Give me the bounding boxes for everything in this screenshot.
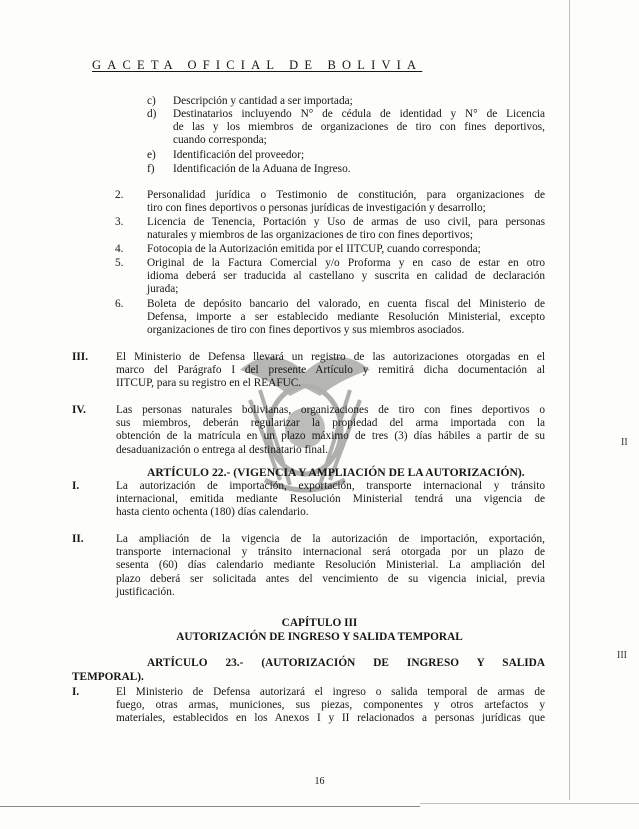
list-marker: d) bbox=[147, 108, 157, 120]
gazette-header: GACETA OFICIAL DE BOLIVIA bbox=[92, 58, 423, 72]
page-number: 16 bbox=[314, 776, 325, 787]
list-marker: e) bbox=[147, 149, 156, 161]
article-heading: ARTÍCULO 22.- (VIGENCIA Y AMPLIACIÓN DE LA AUTORIZACIÓN). bbox=[147, 466, 525, 479]
margin-mark: II bbox=[621, 437, 628, 448]
list-item-text: Identificación del proveedor; bbox=[173, 149, 305, 161]
list-marker: c) bbox=[147, 95, 156, 107]
chapter-title: CAPÍTULO III bbox=[281, 617, 358, 629]
paragraph-marker: III. bbox=[72, 351, 89, 363]
list-marker: 6. bbox=[115, 298, 124, 310]
list-item-text: Fotocopia de la Autorización emitida por el IITCUP, cuando corresponda; bbox=[147, 243, 481, 255]
paragraph-text: El Ministerio de Defensa llevará un registro de las autorizaciones otorgadas en el marco del Parágrafo I del presente Artículo y remitirá dicha documentación al IITCUP, para su registro en el REAFUC. bbox=[116, 351, 545, 390]
paragraph-text: Las personas naturales bolivianas, organizaciones de tiro con fines deportivos o sus miembros, deberán regularizar la propiedad del arma importada con la obtención de la matrícula en un plazo máximo de tres (3) días hábiles a partir de su desaduanización o entrega al destinatario final. bbox=[116, 404, 545, 456]
paragraph-marker: II. bbox=[72, 533, 84, 545]
scan-bottom-line bbox=[420, 803, 639, 804]
list-item-text: Licencia de Tenencia, Portación y Uso de armas de uso civil, para personas naturales y miembros de las organizaciones de tiro con fines deportivos; bbox=[147, 216, 545, 242]
list-item-text: Personalidad jurídica o Testimonio de constitución, para organizaciones de tiro con fines deportivos o personas jurídicas de investigación y desarrollo; bbox=[147, 189, 545, 215]
article-heading-continuation: TEMPORAL). bbox=[72, 671, 144, 683]
scan-bottom-line bbox=[0, 806, 420, 807]
list-marker: 3. bbox=[115, 216, 124, 228]
list-marker: 4. bbox=[115, 243, 124, 255]
chapter-subtitle: AUTORIZACIÓN DE INGRESO Y SALIDA TEMPORAL bbox=[176, 631, 463, 643]
list-item-text: Identificación de la Aduana de Ingreso. bbox=[173, 163, 351, 175]
list-marker: 2. bbox=[115, 189, 124, 201]
paragraph-marker: I. bbox=[72, 686, 80, 698]
margin-mark: III bbox=[617, 650, 627, 661]
list-item-text: Boleta de depósito bancario del valorado, en cuenta fiscal del Ministerio de Defensa, importe a ser establecido mediante Resolución Ministerial, excepto organizaciones de tiro con fines deportivos y sus miembros asociados. bbox=[147, 298, 545, 337]
paragraph-text: La autorización de importación, exportación, transporte internacional y tránsito internacional, emitida mediante Resolución Ministerial tendrá una vigencia de hasta ciento ochenta (180) días calendario. bbox=[116, 480, 545, 519]
paragraph-text: El Ministerio de Defensa autorizará el ingreso o salida temporal de armas de fuego, otras armas, municiones, sus piezas, componentes y otros artefactos y materiales, establecidos en los Anexos I y II relacionados a personas jurídicas que bbox=[116, 686, 545, 725]
list-marker: 5. bbox=[115, 257, 124, 269]
list-marker: f) bbox=[147, 163, 155, 175]
scan-margin-line bbox=[569, 0, 570, 800]
list-item-text: Descripción y cantidad a ser importada; bbox=[173, 95, 353, 107]
paragraph-marker: I. bbox=[72, 480, 80, 492]
list-item-text: Destinatarios incluyendo N° de cédula de identidad y N° de Licencia de las y los miembros de organizaciones de tiro con fines deportivos, cuando corresponda; bbox=[173, 108, 545, 147]
paragraph-marker: IV. bbox=[72, 404, 86, 416]
paragraph-text: La ampliación de la vigencia de la autorización de importación, exportación, transporte internacional y tránsito internacional será otorgada por un plazo de sesenta (60) días calendario mediante Resolución Ministerial. La ampliación del plazo deberá ser solicitada antes del vencimiento de su vigencia inicial, previa justificación. bbox=[116, 533, 545, 598]
list-item-text: Original de la Factura Comercial y/o Proforma y en caso de estar en otro idioma deberá ser traducida al castellano y suscrita en calidad de declaración jurada; bbox=[147, 257, 545, 296]
article-heading: ARTÍCULO 23.- (AUTORIZACIÓN DE INGRESO Y SALIDA bbox=[147, 657, 545, 669]
